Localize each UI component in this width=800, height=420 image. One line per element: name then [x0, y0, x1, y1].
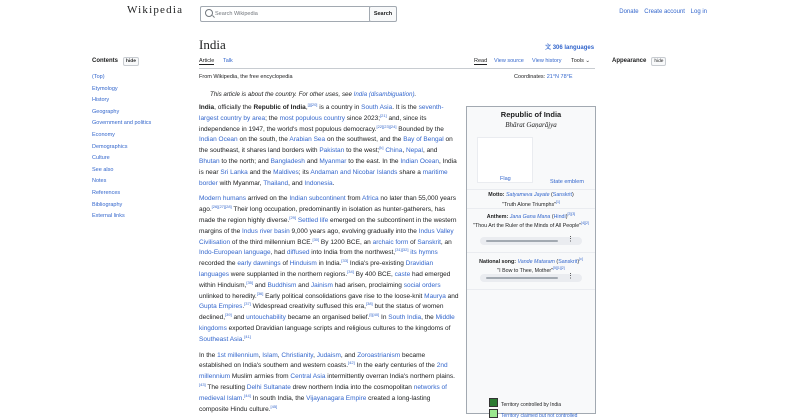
legend-swatch-controlled: [489, 398, 498, 407]
coordinates-label: Coordinates:: [514, 74, 546, 80]
link[interactable]: Central Asia: [290, 373, 326, 381]
audio-progress-bar[interactable]: [486, 240, 558, 242]
song-label: National song:: [479, 258, 516, 265]
infobox-title: Republic of India: [500, 110, 562, 119]
link[interactable]: Buddhism: [267, 281, 297, 289]
link[interactable]: Islam: [262, 351, 278, 359]
link[interactable]: Indonesia: [304, 179, 333, 187]
link[interactable]: Indus Valley Civilisation: [199, 227, 454, 246]
link[interactable]: Dravidian languages: [199, 260, 434, 278]
anthem-label: Anthem:: [486, 213, 509, 220]
link[interactable]: Bay of Bengal: [403, 136, 444, 144]
tab-view-history[interactable]: View history: [532, 58, 562, 64]
tools-label: Tools: [571, 58, 584, 64]
motto-label: Motto:: [488, 192, 505, 198]
motto-translation: "Truth Alone Triumphs": [502, 201, 556, 208]
link[interactable]: Bangladesh: [270, 157, 305, 165]
link[interactable]: Gupta Empires: [199, 303, 243, 311]
language-icon: 文: [545, 45, 552, 51]
flag-link[interactable]: Flag: [500, 176, 511, 182]
link[interactable]: Indus river basin: [242, 227, 290, 235]
anthem-row: Anthem: Jana Gana Mana (Hindi)[2][3] "Thou Art the Ruler of the Minds of All People"[4][2]: [473, 212, 589, 230]
link[interactable]: Delhi Sultanate: [246, 383, 291, 391]
song-lang-link[interactable]: Sanskrit: [558, 258, 578, 265]
link[interactable]: Indo-European language: [199, 249, 271, 257]
search-icon: [205, 9, 213, 17]
toc-item-demographics[interactable]: Demographics: [92, 143, 128, 150]
tab-article[interactable]: Article: [199, 58, 215, 64]
toc-item-bibliography[interactable]: Bibliography: [92, 201, 123, 208]
legend-label-claimed[interactable]: Territory claimed but not controlled: [501, 413, 578, 419]
link[interactable]: Hinduism: [289, 260, 317, 268]
anthem-audio-player[interactable]: [480, 237, 582, 245]
lead-paragraph-1: India, officially the Republic of India,[j][20] is a country in South Asia. It is the seventh-largest country by area; the most populous country since 2023;[21] and, since its independence in 1947, the world's most populous democracy.[22][23][24] Bounded by the Indian Ocean on the south, the Arabian Sea on the southwest, and the Bay of Bengal on the southeast, it shares land borders with Pakistan to the west;[k] China, Nepal, and Bhutan to the north; and Bangladesh and Myanmar to the east. In the Indian Ocean, India is near Sri Lanka and the Maldives; its Andaman and Nicobar Islands share a maritime border with Myanmar, Thailand, and Indonesia.: [199, 101, 457, 187]
link[interactable]: Judaism: [316, 351, 341, 359]
link[interactable]: Sanskrit: [417, 238, 441, 246]
link[interactable]: Settled life: [297, 216, 329, 224]
appearance-panel: [612, 57, 666, 66]
toc-item-external-links[interactable]: External links: [92, 213, 125, 220]
link[interactable]: Southeast Asia: [199, 335, 243, 343]
link[interactable]: Indian Ocean: [400, 157, 439, 165]
link[interactable]: Andaman and Nicobar Islands: [310, 168, 398, 176]
article-body: [199, 103, 459, 420]
toc-item-see-also[interactable]: See also: [92, 166, 114, 173]
emblem-link[interactable]: State emblem: [550, 179, 584, 185]
appearance-hide-button[interactable]: hide: [651, 57, 666, 66]
chevron-down-icon: ⌄: [585, 58, 590, 64]
toc-item-government[interactable]: Government and politics: [92, 120, 152, 127]
languages-button[interactable]: [545, 42, 594, 51]
appearance-title: Appearance: [612, 58, 647, 64]
link[interactable]: China: [385, 147, 403, 155]
toc-item-history[interactable]: History: [92, 97, 110, 104]
song-translation: "I Bow to Thee, Mother": [497, 268, 554, 275]
tab-view-source[interactable]: View source: [494, 58, 524, 64]
link[interactable]: Arabian Sea: [289, 136, 326, 144]
search-box[interactable]: [200, 6, 371, 22]
hatnote-end: .: [414, 91, 417, 98]
link[interactable]: seventh-largest country by area: [199, 104, 444, 122]
toc-item-culture[interactable]: Culture: [92, 155, 110, 162]
disambiguation-link[interactable]: India (disambiguation): [353, 91, 415, 98]
legend-label-controlled: Territory controlled by India: [501, 402, 562, 408]
languages-label: 306 languages: [552, 45, 595, 51]
legend-swatch-claimed: [489, 409, 498, 418]
anthem-link[interactable]: Jana Gana Mana: [509, 213, 551, 220]
link[interactable]: Indian subcontinent: [289, 195, 346, 203]
link[interactable]: Maurya: [424, 292, 446, 300]
toc-item-economy[interactable]: Economy: [92, 131, 115, 138]
donate-link[interactable]: Donate: [619, 9, 639, 15]
toc-title: Contents: [92, 58, 118, 64]
link[interactable]: Zoroastrianism: [357, 351, 401, 359]
motto-lang-link[interactable]: Sanskrit: [552, 192, 572, 198]
toc-item-etymology[interactable]: Etymology: [92, 85, 118, 92]
link[interactable]: Middle kingdoms: [199, 314, 455, 332]
coordinates-link[interactable]: 21°N 78°E: [546, 74, 573, 80]
link[interactable]: diffused: [286, 249, 310, 257]
link[interactable]: archaic form: [372, 238, 409, 246]
link[interactable]: Pakistan: [319, 147, 345, 155]
toc-hide-button[interactable]: hide: [123, 57, 139, 66]
login-link[interactable]: Log in: [690, 9, 707, 15]
audio-progress-bar[interactable]: [486, 277, 558, 279]
link[interactable]: Myanmar: [319, 157, 347, 165]
tools-menu[interactable]: [571, 58, 590, 64]
link[interactable]: Christianity: [281, 351, 314, 359]
anthem-translation: "Thou Art the Ruler of the Minds of All People": [473, 223, 582, 230]
page-title: India: [199, 37, 226, 52]
link[interactable]: South Asia: [361, 104, 393, 111]
link[interactable]: Vijayanagara Empire: [306, 394, 367, 402]
toc-item-references[interactable]: References: [92, 189, 121, 196]
link[interactable]: social orders: [403, 281, 441, 289]
user-links: [615, 9, 707, 15]
link[interactable]: Sri Lanka: [220, 168, 248, 176]
link[interactable]: 2nd millennium: [199, 362, 448, 381]
link[interactable]: maritime border: [199, 168, 448, 187]
hatnote: [210, 91, 416, 98]
link[interactable]: untouchability: [246, 314, 286, 322]
hatnote-text: This article is about the country. For other uses, see: [210, 91, 354, 98]
search-button[interactable]: Search: [369, 6, 397, 22]
link[interactable]: Bhutan: [199, 157, 220, 165]
more-options-icon[interactable]: ⋮: [567, 236, 574, 243]
lead-paragraph-3: In the 1st millennium, Islam, Christianity, Judaism, and Zoroastrianism became established on India's southern and western coasts.[42] In the early centuries of the 2nd millennium Muslim armies from Central Asia intermittently overran India's northern plains.[43] The resulting Delhi Sultanate drew northern India into the cosmopolitan networks of medieval Islam.[44] In south India, the Vijayanagara Empire created a long-lasting composite Hindu culture.[45]: [199, 351, 455, 413]
national-song-row: National song: Vande Mataram (Sanskrit)[c] "I Bow to Thee, Mother"[5][1][2]: [479, 257, 583, 275]
more-options-icon[interactable]: ⋮: [567, 273, 574, 280]
country-infobox: [466, 106, 596, 419]
link[interactable]: Thailand: [263, 179, 289, 187]
link[interactable]: Maldives: [273, 168, 299, 176]
link[interactable]: most populous country: [279, 114, 345, 122]
wikipedia-logo[interactable]: Wikipedia: [127, 4, 184, 16]
site-subtitle: From Wikipedia, the free encyclopedia: [199, 74, 293, 80]
link[interactable]: Nepal: [405, 147, 423, 155]
toc-item-geography[interactable]: Geography: [92, 108, 120, 115]
song-link[interactable]: Vande Mataram: [517, 258, 555, 265]
table-of-contents: [92, 57, 182, 225]
link[interactable]: Modern humans: [199, 195, 246, 203]
link[interactable]: caste: [394, 270, 411, 278]
search-input[interactable]: [215, 7, 365, 21]
tab-read[interactable]: Read: [474, 58, 488, 64]
lead-paragraph-2: Modern humans arrived on the Indian subcontinent from Africa no later than 55,000 years ago.[26][27][28] Their long occupation, predominantly in isolation as hunter-gatherers, has made the region highly diverse.[29] Settled life emerged on the subcontinent in the western margins of the Indus river basin 9,000 years ago, evolving gradually into the Indus Valley Civilisation of the third millennium BCE.[30] By 1200 BCE, an archaic form of Sanskrit, an Indo-European language, had diffused into India from the northwest,[31][32] its hymns recorded the early dawnings of Hinduism in India.[33] India's pre-existing Dravidian languages were supplanted in the northern regions.[34] By 400 BCE, caste had emerged within Hinduism,[35] and Buddhism and Jainism had arisen, proclaiming social orders unlinked to heredity.[36] Early political consolidations gave rise to the loose-knit Maurya and Gupta Empires.[37] Widespread creativity suffused this era,[38] but the status of women declined,[39] and untouchability became an organised belief.[l][40] In South India, the Middle kingdoms exported Dravidian language scripts and religious cultures to the kingdoms of Southeast Asia.[41]: [199, 195, 459, 343]
map-legend: [489, 398, 577, 420]
link[interactable]: South India: [388, 314, 422, 322]
toc-item-notes[interactable]: Notes: [92, 178, 107, 185]
link[interactable]: Indian Ocean: [199, 136, 238, 144]
motto-link[interactable]: Satyameva Jayate: [505, 192, 550, 198]
link[interactable]: Jainism: [310, 281, 333, 289]
infobox-subtitle: Bhārat Gaṇarājya: [505, 121, 557, 129]
link[interactable]: 1st millennium: [217, 351, 259, 359]
page-tabs: [199, 58, 595, 69]
link[interactable]: early dawnings: [237, 260, 281, 268]
coordinates: [514, 74, 573, 80]
link[interactable]: Africa: [362, 195, 379, 203]
create-account-link[interactable]: Create account: [644, 9, 685, 15]
motto-row: Motto: Satyameva Jayate (Sanskrit) "Truth Alone Triumphs"[1]: [488, 192, 574, 208]
anthem-lang-link[interactable]: Hindi: [553, 213, 566, 220]
link[interactable]: networks of medieval Islam: [199, 383, 447, 402]
link[interactable]: its hymns: [410, 249, 438, 257]
tab-talk[interactable]: Talk: [223, 58, 233, 64]
toc-item-top[interactable]: (Top): [92, 74, 105, 80]
song-audio-player[interactable]: [480, 274, 582, 282]
